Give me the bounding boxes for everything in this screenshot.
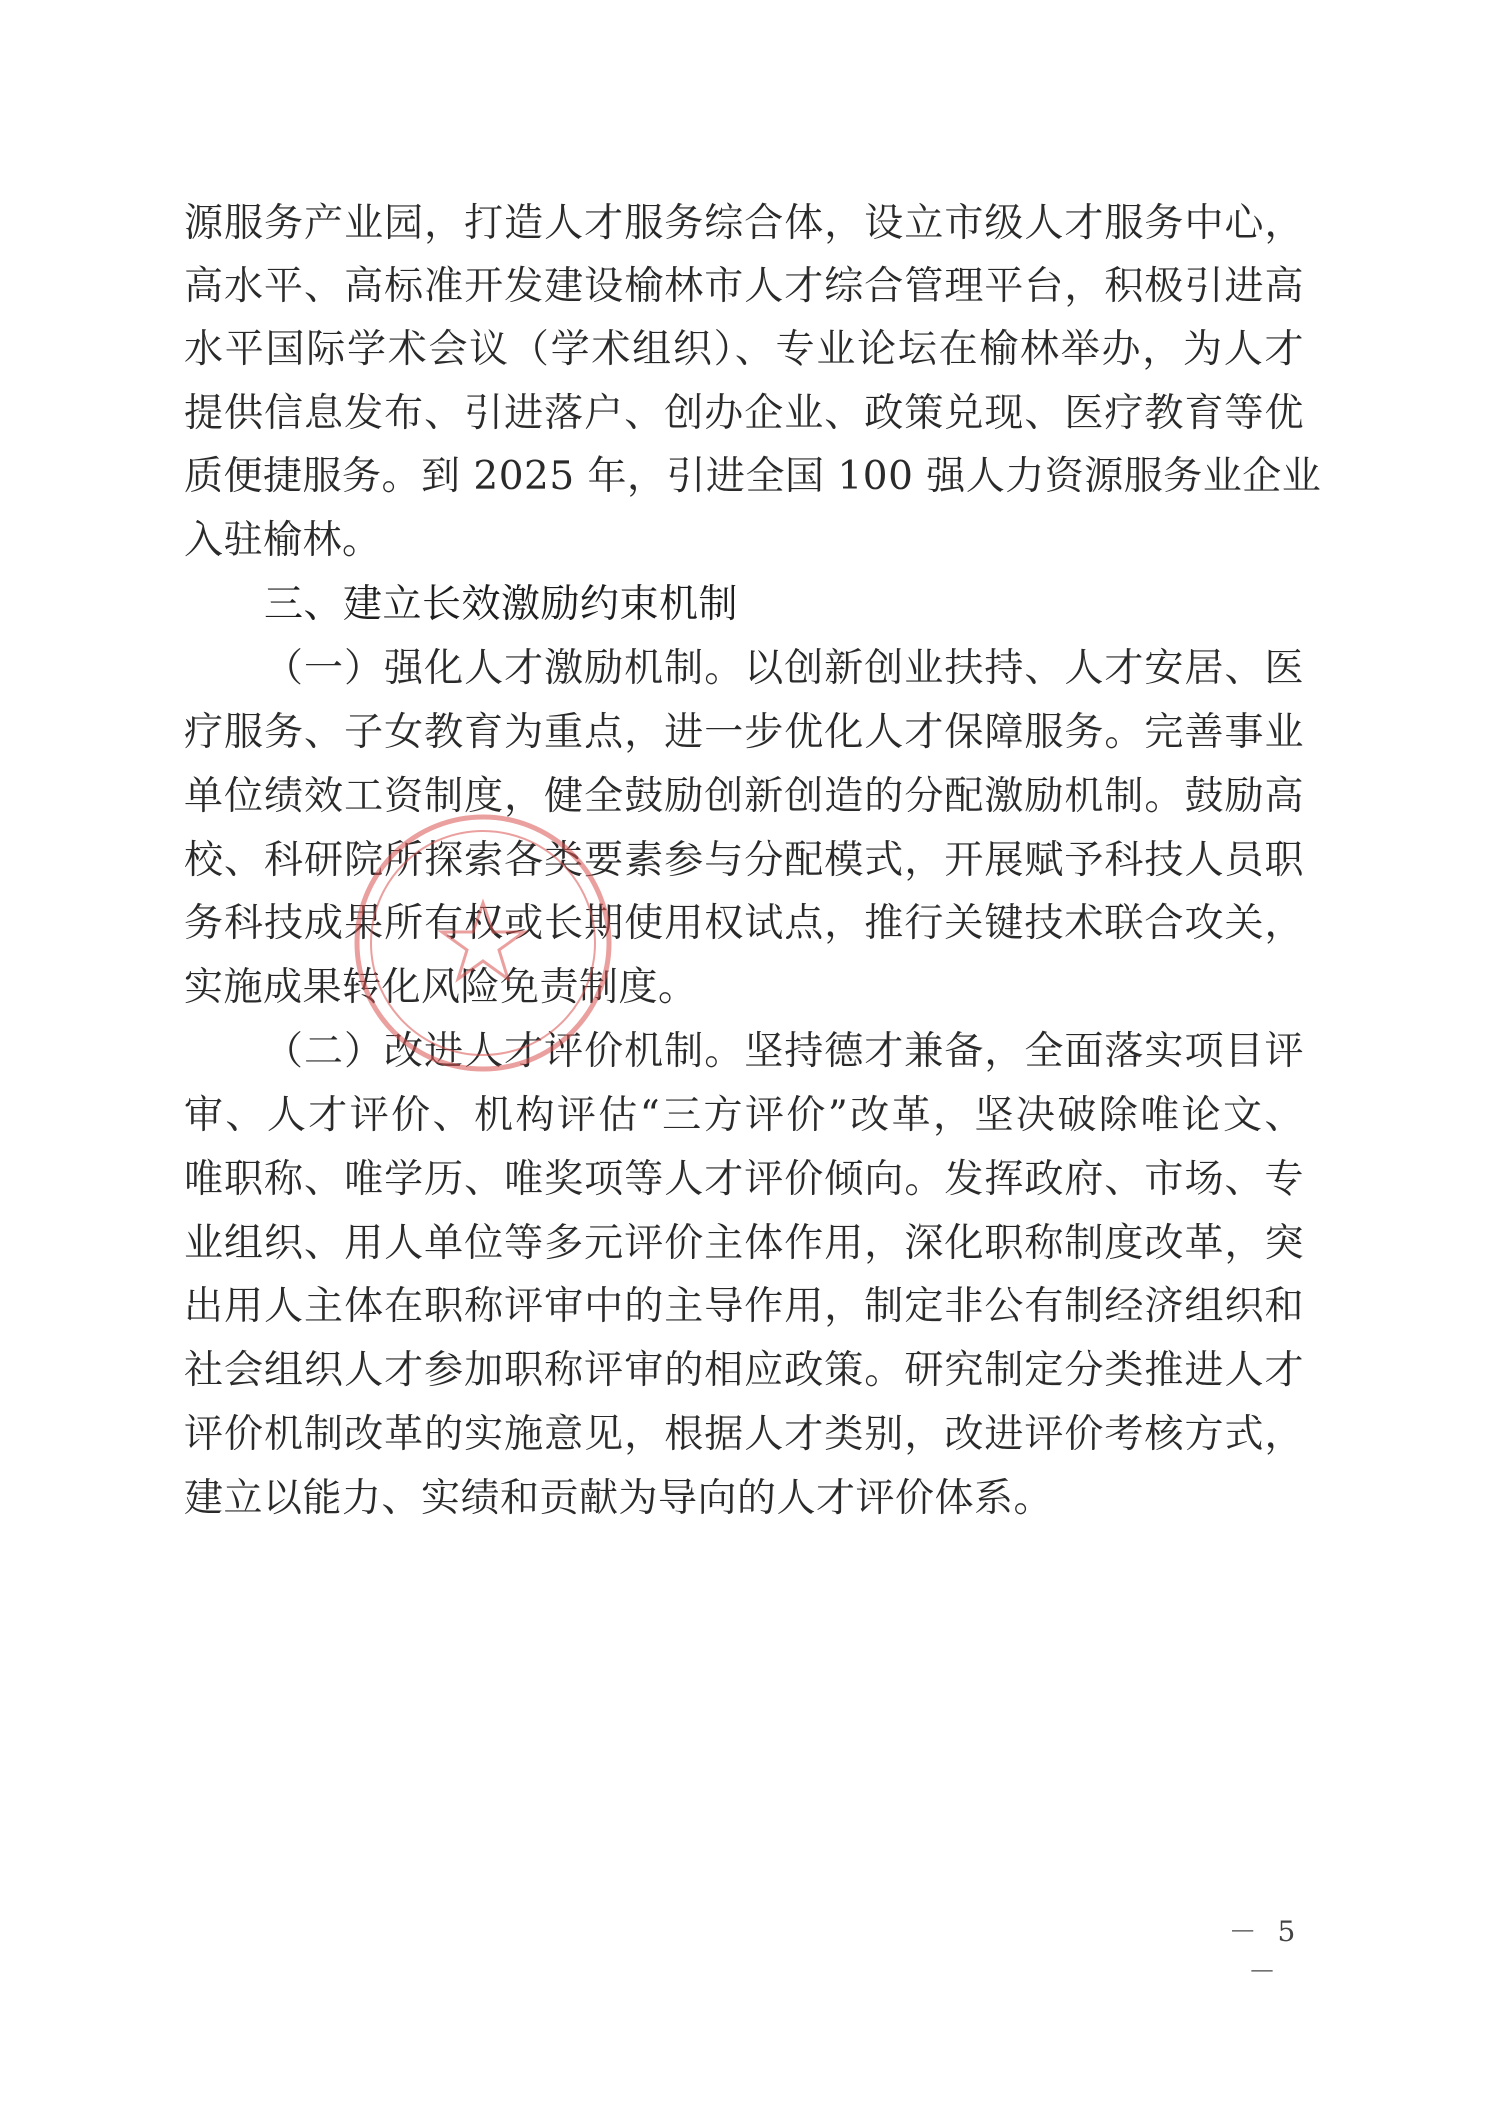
paragraph-3-line-2: 审、人才评价、机构评估“三方评价”改革，坚决破除唯论文、 — [184, 1093, 1304, 1138]
paragraph-1-line-4: 提供信息发布、引进落户、创办企业、政策兑现、医疗教育等优 — [184, 391, 1304, 436]
paragraph-3-line-5: 出用人主体在职称评审中的主导作用，制定非公有制经济组织和 — [184, 1284, 1304, 1329]
paragraph-3-line-8: 建立以能力、实绩和贡献为导向的人才评价体系。 — [184, 1476, 1054, 1521]
paragraph-1-line-3: 水平国际学术会议（学术组织）、专业论坛在榆林举办，为人才 — [184, 327, 1304, 372]
paragraph-2-line-4: 校、科研院所探索各类要素参与分配模式，开展赋予科技人员职 — [184, 838, 1304, 883]
paragraph-1-line-1: 源服务产业园，打造人才服务综合体，设立市级人才服务中心， — [184, 201, 1304, 246]
paragraph-1-line-2: 高水平、高标准开发建设榆林市人才综合管理平台，积极引进高 — [184, 264, 1304, 309]
paragraph-3-line-6: 社会组织人才参加职称评审的相应政策。研究制定分类推进人才 — [184, 1348, 1304, 1393]
page-number: － 5 － — [1228, 1915, 1302, 1988]
paragraph-2-line-2: 疗服务、子女教育为重点，进一步优化人才保障服务。完善事业 — [184, 710, 1304, 755]
paragraph-3-line-7: 评价机制改革的实施意见，根据人才类别，改进评价考核方式， — [184, 1412, 1304, 1457]
paragraph-1-line-6: 入驻榆林。 — [184, 518, 382, 563]
section-heading: 三、建立长效激励约束机制 — [264, 582, 739, 627]
paragraph-3-line-1: （二）改进人才评价机制。坚持德才兼备，全面落实项目评 — [264, 1029, 1304, 1074]
paragraph-2-line-1: （一）强化人才激励机制。以创新创业扶持、人才安居、医 — [264, 646, 1304, 691]
paragraph-1-line-5: 质便捷服务。到 2025 年，引进全国 100 强人力资源服务业企业 — [184, 454, 1322, 499]
paragraph-2-line-3: 单位绩效工资制度，健全鼓励创新创造的分配激励机制。鼓励高 — [184, 774, 1304, 819]
paragraph-2-line-6: 实施成果转化风险免责制度。 — [184, 965, 698, 1010]
paragraph-3-line-3: 唯职称、唯学历、唯奖项等人才评价倾向。发挥政府、市场、专 — [184, 1157, 1304, 1202]
paragraph-2-line-5: 务科技成果所有权或长期使用权试点，推行关键技术联合攻关， — [184, 901, 1304, 946]
paragraph-3-line-4: 业组织、用人单位等多元评价主体作用，深化职称制度改革，突 — [184, 1221, 1304, 1266]
